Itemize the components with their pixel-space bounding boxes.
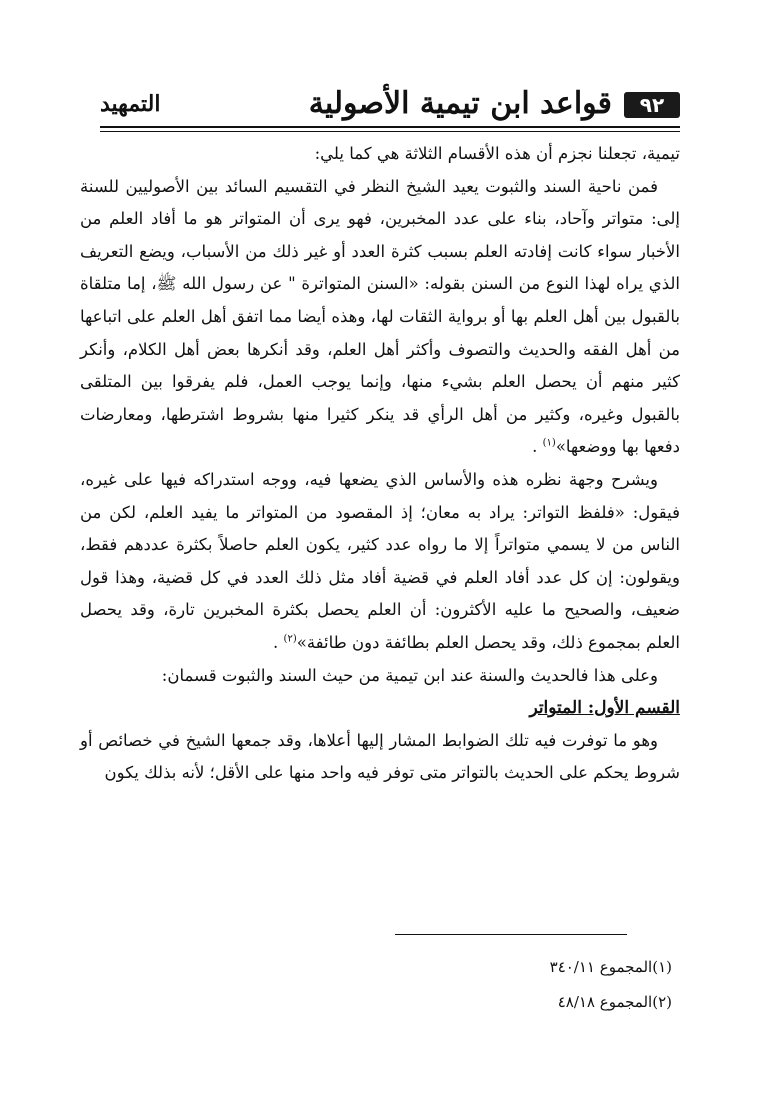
page-number-badge: ٩٢: [624, 92, 680, 118]
header-rule: [100, 126, 680, 128]
book-title: قواعد ابن تيمية الأصولية: [308, 86, 612, 121]
paragraph: ويشرح وجهة نظره هذه والأساس الذي يضعها فيه، ووجه استدراكه فيها على غيره، فيقول: «فلفظ التواتر: يراد به معان؛ إذ المقصود من المتواتر ما يفيد العلم، لكن من الناس من لا يسمي متواتراً إلا ما رواه عدد كثير، يكون العلم حاصلاً بكثرة عددهم فقط، ويقولون: إن كل عدد أفاد العلم في قضية أفاد مثل ذلك العدد في كل قضية، وهذا قول ضعيف، والصحيح ما عليه الأكثرون: أن العلم يحصل بكثرة المخبرين تارة، وقد يحصل العلم بمجموع ذلك، وقد يحصل العلم بطائفة دون طائفة»$^{(٢)}$ .: [80, 469, 680, 652]
footnote: (١)المجموع ٣٤٠/١١: [549, 958, 672, 976]
paragraph: تيمية، تجعلنا نجزم أن هذه الأقسام الثلاثة هي كما يلي:: [314, 144, 680, 163]
header-rule-thin: [100, 131, 680, 132]
paragraph: فمن ناحية السند والثبوت يعيد الشيخ النظر في التقسيم السائد بين الأصوليين للسنة إلى: متواتر وآحاد، بناء على عدد المخبرين، فهو يرى أن المتواتر هو ما أفاد العلم من الأخبار سواء كانت إفادته العلم بسبب كثرة العدد أو غير ذلك من الأسباب، ويضع التعريف الذي يراه لهذا النوع من السنن بقوله: «السنن المتواترة " عن رسول الله ﷺ، إما متلقاة بالقبول بين أهل العلم بها أو برواية الثقات لها، وهذه أيضا مما اتفق أهل العلم على اتباعها من أهل الفقه والحديث والتصوف وأكثر أهل العلم، وقد أنكرها بعض أهل الكلام، وأنكر كثير منهم أن يحصل العلم بشيء منها، وإنما يوجب العمل، فلم يفرقوا بين المتلقى بالقبول وغيره، وكثير من أهل الرأي قد ينكر كثيرا منها بشروط اشترطها، ومعارضات دفعها بها ووضعها»$^{(١)}$ .: [80, 176, 680, 457]
paragraph: وهو ما توفرت فيه تلك الضوابط المشار إليها أعلاها، وقد جمعها الشيخ في خصائص أو شروط يحكم على الحديث بالتواتر متى توفر فيه واحد منها على الأقل؛ لأنه بذلك يكون: [80, 730, 680, 783]
footnote-ref: (١): [542, 437, 556, 449]
paragraph-text: فمن ناحية السند والثبوت يعيد الشيخ النظر في التقسيم السائد بين الأصوليين للسنة إلى: متواتر وآحاد، بناء على عدد المخبرين، فهو يرى أن المتواتر هو ما أفاد العلم من الأخبار سواء كانت إفادته العلم بسبب كثرة العدد أو غير ذلك من الأسباب، ويضع التعريف الذي يراه لهذا النوع من السنن بقوله: «السنن المتواترة " عن رسول الله ﷺ، إما متلقاة بالقبول بين أهل العلم بها أو برواية الثقات لها، وهذه أيضا مما اتفق أهل العلم على اتباعها من أهل الفقه والحديث والتصوف وأكثر أهل العلم، وقد أنكرها بعض أهل الكلام، وأنكر كثير منهم أن يحصل العلم بشيء منها، وإنما يوجب العمل، فلم يفرقوا بين المتلقى بالقبول وغيره، وكثير من أهل الرأي قد ينكر كثيرا منها بشروط اشترطها، ومعارضات دفعها بها ووضعها»: [80, 176, 680, 457]
section-heading: [80, 692, 680, 725]
footnotes: [80, 950, 672, 1020]
page-header: [100, 84, 680, 124]
footnote: (٢)المجموع ٤٨/١٨: [557, 993, 672, 1011]
footnote-ref: (٢): [283, 633, 297, 645]
body-text: [80, 138, 680, 790]
section-heading-text: القسم الأول: المتواتر: [529, 698, 680, 719]
chapter-emblem: التمهيد: [100, 91, 161, 117]
paragraph-text: ويشرح وجهة نظره هذه والأساس الذي يضعها فيه، ووجه استدراكه فيها على غيره، فيقول: «فلفظ التواتر: يراد به معان؛ إذ المقصود من المتواتر ما يفيد العلم، لكن من الناس من لا يسمي متواتراً إلا ما رواه عدد كثير، يكون العلم حاصلاً بكثرة عددهم فقط، ويقولون: إن كل عدد أفاد العلم في قضية أفاد مثل ذلك العدد في كل قضية، وهذا قول ضعيف، والصحيح ما عليه الأكثرون: أن العلم يحصل بكثرة المخبرين تارة، وقد يحصل العلم بمجموع ذلك، وقد يحصل العلم بطائفة دون طائفة»: [80, 469, 680, 652]
paragraph: وعلى هذا فالحديث والسنة عند ابن تيمية من حيث السند والثبوت قسمان:: [161, 665, 658, 685]
footnote-divider: [395, 934, 627, 935]
